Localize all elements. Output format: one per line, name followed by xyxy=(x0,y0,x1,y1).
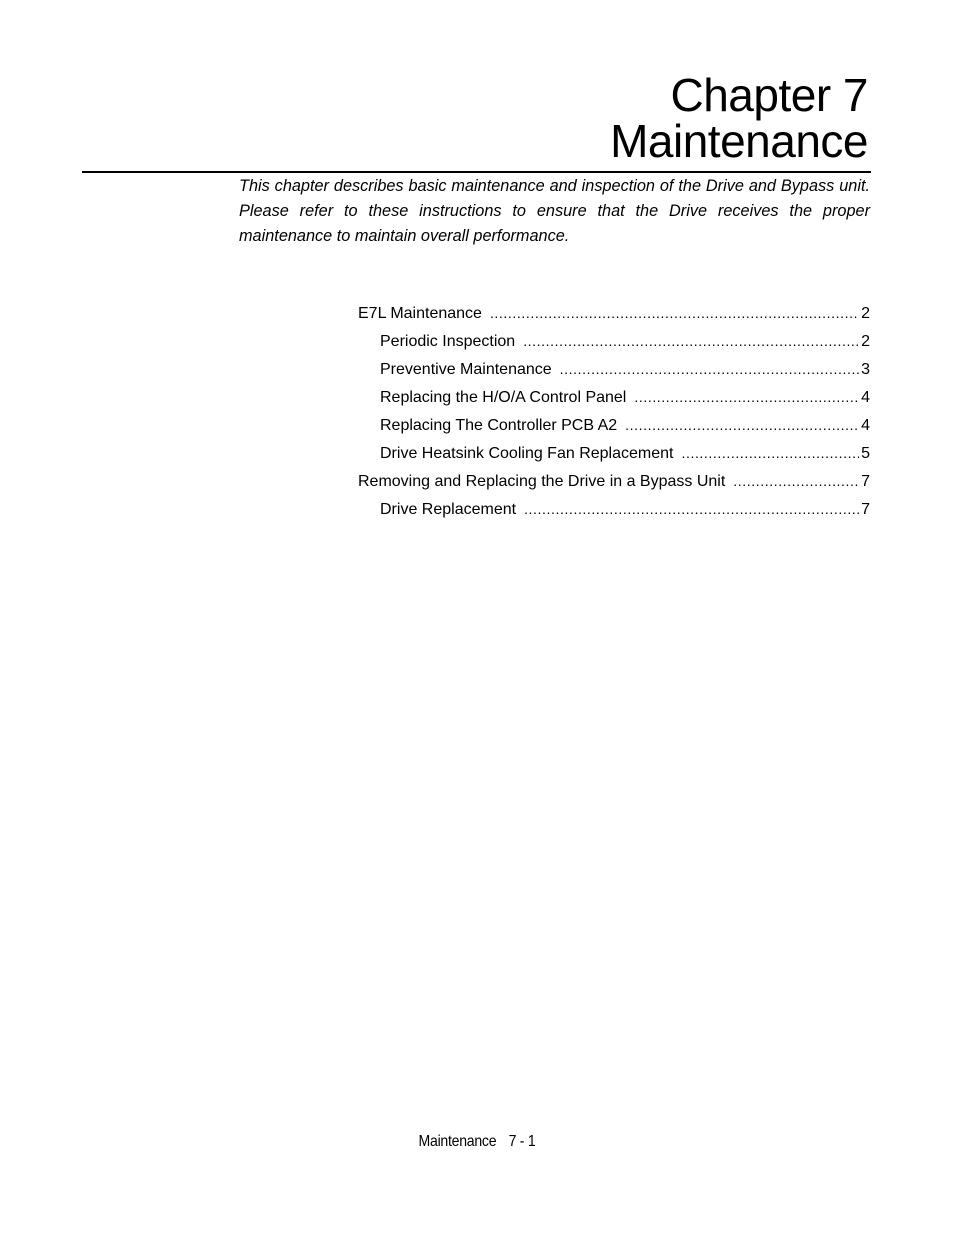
toc-entry-page: 2 xyxy=(861,305,870,322)
footer-page-number: 7 - 1 xyxy=(508,1133,536,1150)
toc-dot-leader xyxy=(681,439,859,467)
toc-entry[interactable] xyxy=(358,299,870,327)
toc-entry[interactable] xyxy=(358,439,870,467)
toc-entry[interactable] xyxy=(358,383,870,411)
toc-entry-page: 7 xyxy=(861,473,870,490)
toc-entry-page: 7 xyxy=(861,501,870,518)
chapter-title: Maintenance xyxy=(610,115,868,167)
toc-entry[interactable] xyxy=(358,355,870,383)
toc-entry[interactable] xyxy=(358,327,870,355)
toc-entry-title: Drive Replacement xyxy=(380,501,517,518)
toc-dot-leader xyxy=(625,411,859,439)
title-rule xyxy=(82,171,871,173)
toc-entry-page: 3 xyxy=(861,361,870,378)
toc-dot-leader xyxy=(524,495,859,523)
toc-dot-leader xyxy=(523,327,859,355)
toc-entry[interactable] xyxy=(358,411,870,439)
toc-entry-page: 4 xyxy=(861,417,870,434)
chapter-number: Chapter 7 xyxy=(670,69,868,121)
toc-entry-page: 5 xyxy=(861,445,870,462)
toc-entry-title: Periodic Inspection xyxy=(380,333,516,350)
toc-entry[interactable] xyxy=(358,467,870,495)
toc-entry-title: Replacing the H/O/A Control Panel xyxy=(380,389,627,406)
toc-entry-title: Preventive Maintenance xyxy=(380,361,552,378)
toc-entry-title: Drive Heatsink Cooling Fan Replacement xyxy=(380,445,674,462)
chapter-heading xyxy=(610,69,868,167)
toc-entry-page: 2 xyxy=(861,333,870,350)
toc-entry-title: E7L Maintenance xyxy=(358,305,482,322)
chapter-intro: This chapter describes basic maintenance and inspection of the Drive and Bypass unit. Please refer to these instructions to ensure that the Drive receives the proper maintenance to maintain overall performance. xyxy=(239,177,870,245)
toc-entry-title: Replacing The Controller PCB A2 xyxy=(380,417,618,434)
toc-entry-page: 4 xyxy=(861,389,870,406)
toc-entry-title: Removing and Replacing the Drive in a Bypass Unit xyxy=(358,473,726,490)
toc-dot-leader xyxy=(733,467,859,495)
toc-dot-leader xyxy=(634,383,859,411)
toc-entry[interactable] xyxy=(358,495,870,523)
page-footer xyxy=(57,1130,897,1154)
table-of-contents xyxy=(358,299,870,523)
toc-dot-leader xyxy=(490,299,859,327)
footer-section-name: Maintenance xyxy=(418,1133,497,1150)
toc-dot-leader xyxy=(560,355,859,383)
